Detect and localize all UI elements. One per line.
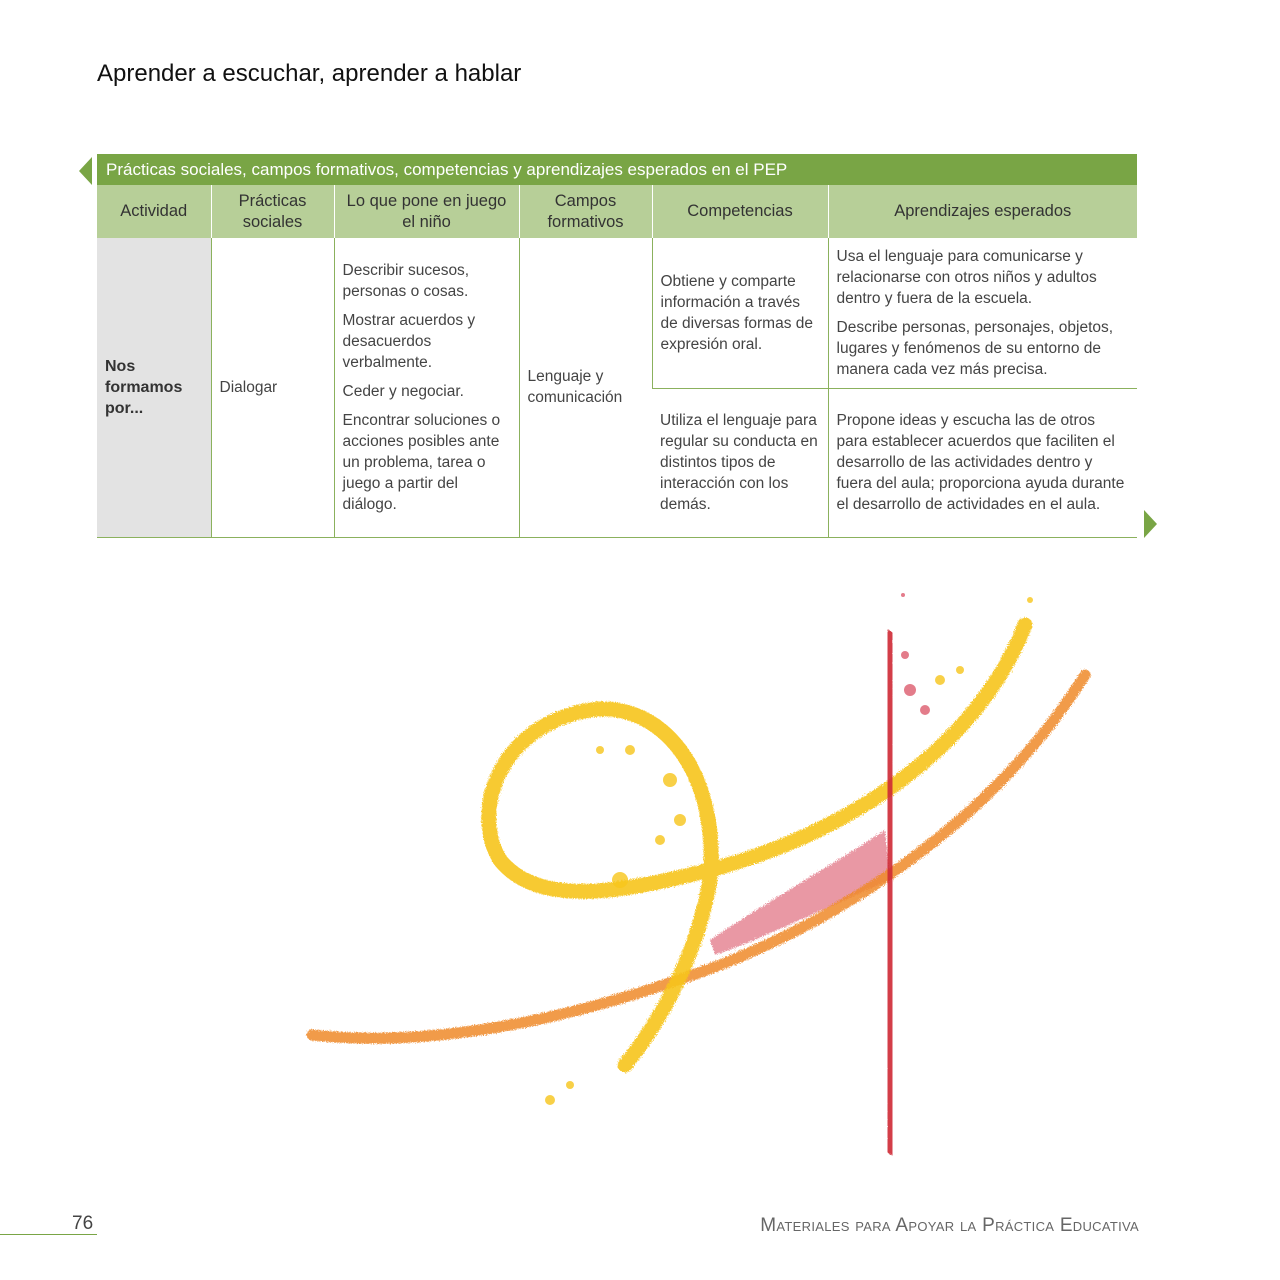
header-aprendizajes: Aprendizajes esperados (828, 185, 1137, 238)
cell-competencia-1: Obtiene y comparte información a través de diversas formas de expresión oral. (652, 238, 828, 388)
lo-que-pone-item: Ceder y negociar. (342, 382, 464, 400)
cell-competencia-2: Utiliza el lenguaje para regular su conducta en distintos tipos de interacción con los demás. (652, 388, 828, 537)
lo-que-pone-item: Describir sucesos, personas o cosas. (342, 261, 470, 300)
cell-actividad: Nos formamos por... (97, 238, 211, 537)
page-number: 76 (72, 1213, 94, 1234)
lo-que-pone-item: Encontrar soluciones o acciones posibles ante un problema, tarea o juego a partir del diálogo. (342, 411, 501, 513)
page-title: Aprender a escuchar, aprender a hablar (97, 60, 522, 87)
pep-table (97, 154, 1137, 538)
header-practicas: Prácticas sociales (211, 185, 334, 238)
header-campos: Campos formativos (519, 185, 652, 238)
cell-campo: Lenguaje y comunicación (519, 238, 652, 537)
table-caption: Prácticas sociales, campos formativos, competencias y aprendizajes esperados en el PEP (97, 154, 1137, 185)
cell-aprendizajes-2: Propone ideas y escucha las de otros para establecer acuerdos que faciliten el desarrollo de las actividades dentro y fuera del aula; proporciona ayuda durante el desarrollo de actividades en el aula. (828, 388, 1137, 537)
lo-que-pone-item: Mostrar acuerdos y desacuerdos verbalmente. (342, 311, 476, 371)
aprendizaje-item: Describe personas, personajes, objetos, lugares y fenómenos de su entorno de manera cada vez más precisa. (836, 318, 1114, 378)
header-actividad: Actividad (97, 185, 211, 238)
right-arrow-icon (1144, 510, 1157, 538)
footer-title: Materiales para Apoyar la Práctica Educativa (760, 1215, 1139, 1236)
left-arrow-icon (79, 157, 92, 185)
decorative-brushstroke-illustration (300, 580, 1100, 1170)
cell-aprendizajes-1 (828, 238, 1137, 388)
header-competencias: Competencias (652, 185, 828, 238)
header-lo-que-pone: Lo que pone en juego el niño (334, 185, 519, 238)
cell-practica: Dialogar (211, 238, 334, 537)
cell-lo-que-pone (334, 238, 519, 537)
competencies-table (97, 185, 1137, 538)
aprendizaje-item: Usa el lenguaje para comunicarse y relacionarse con otros niños y adultos dentro y fuera de la escuela. (836, 247, 1097, 307)
